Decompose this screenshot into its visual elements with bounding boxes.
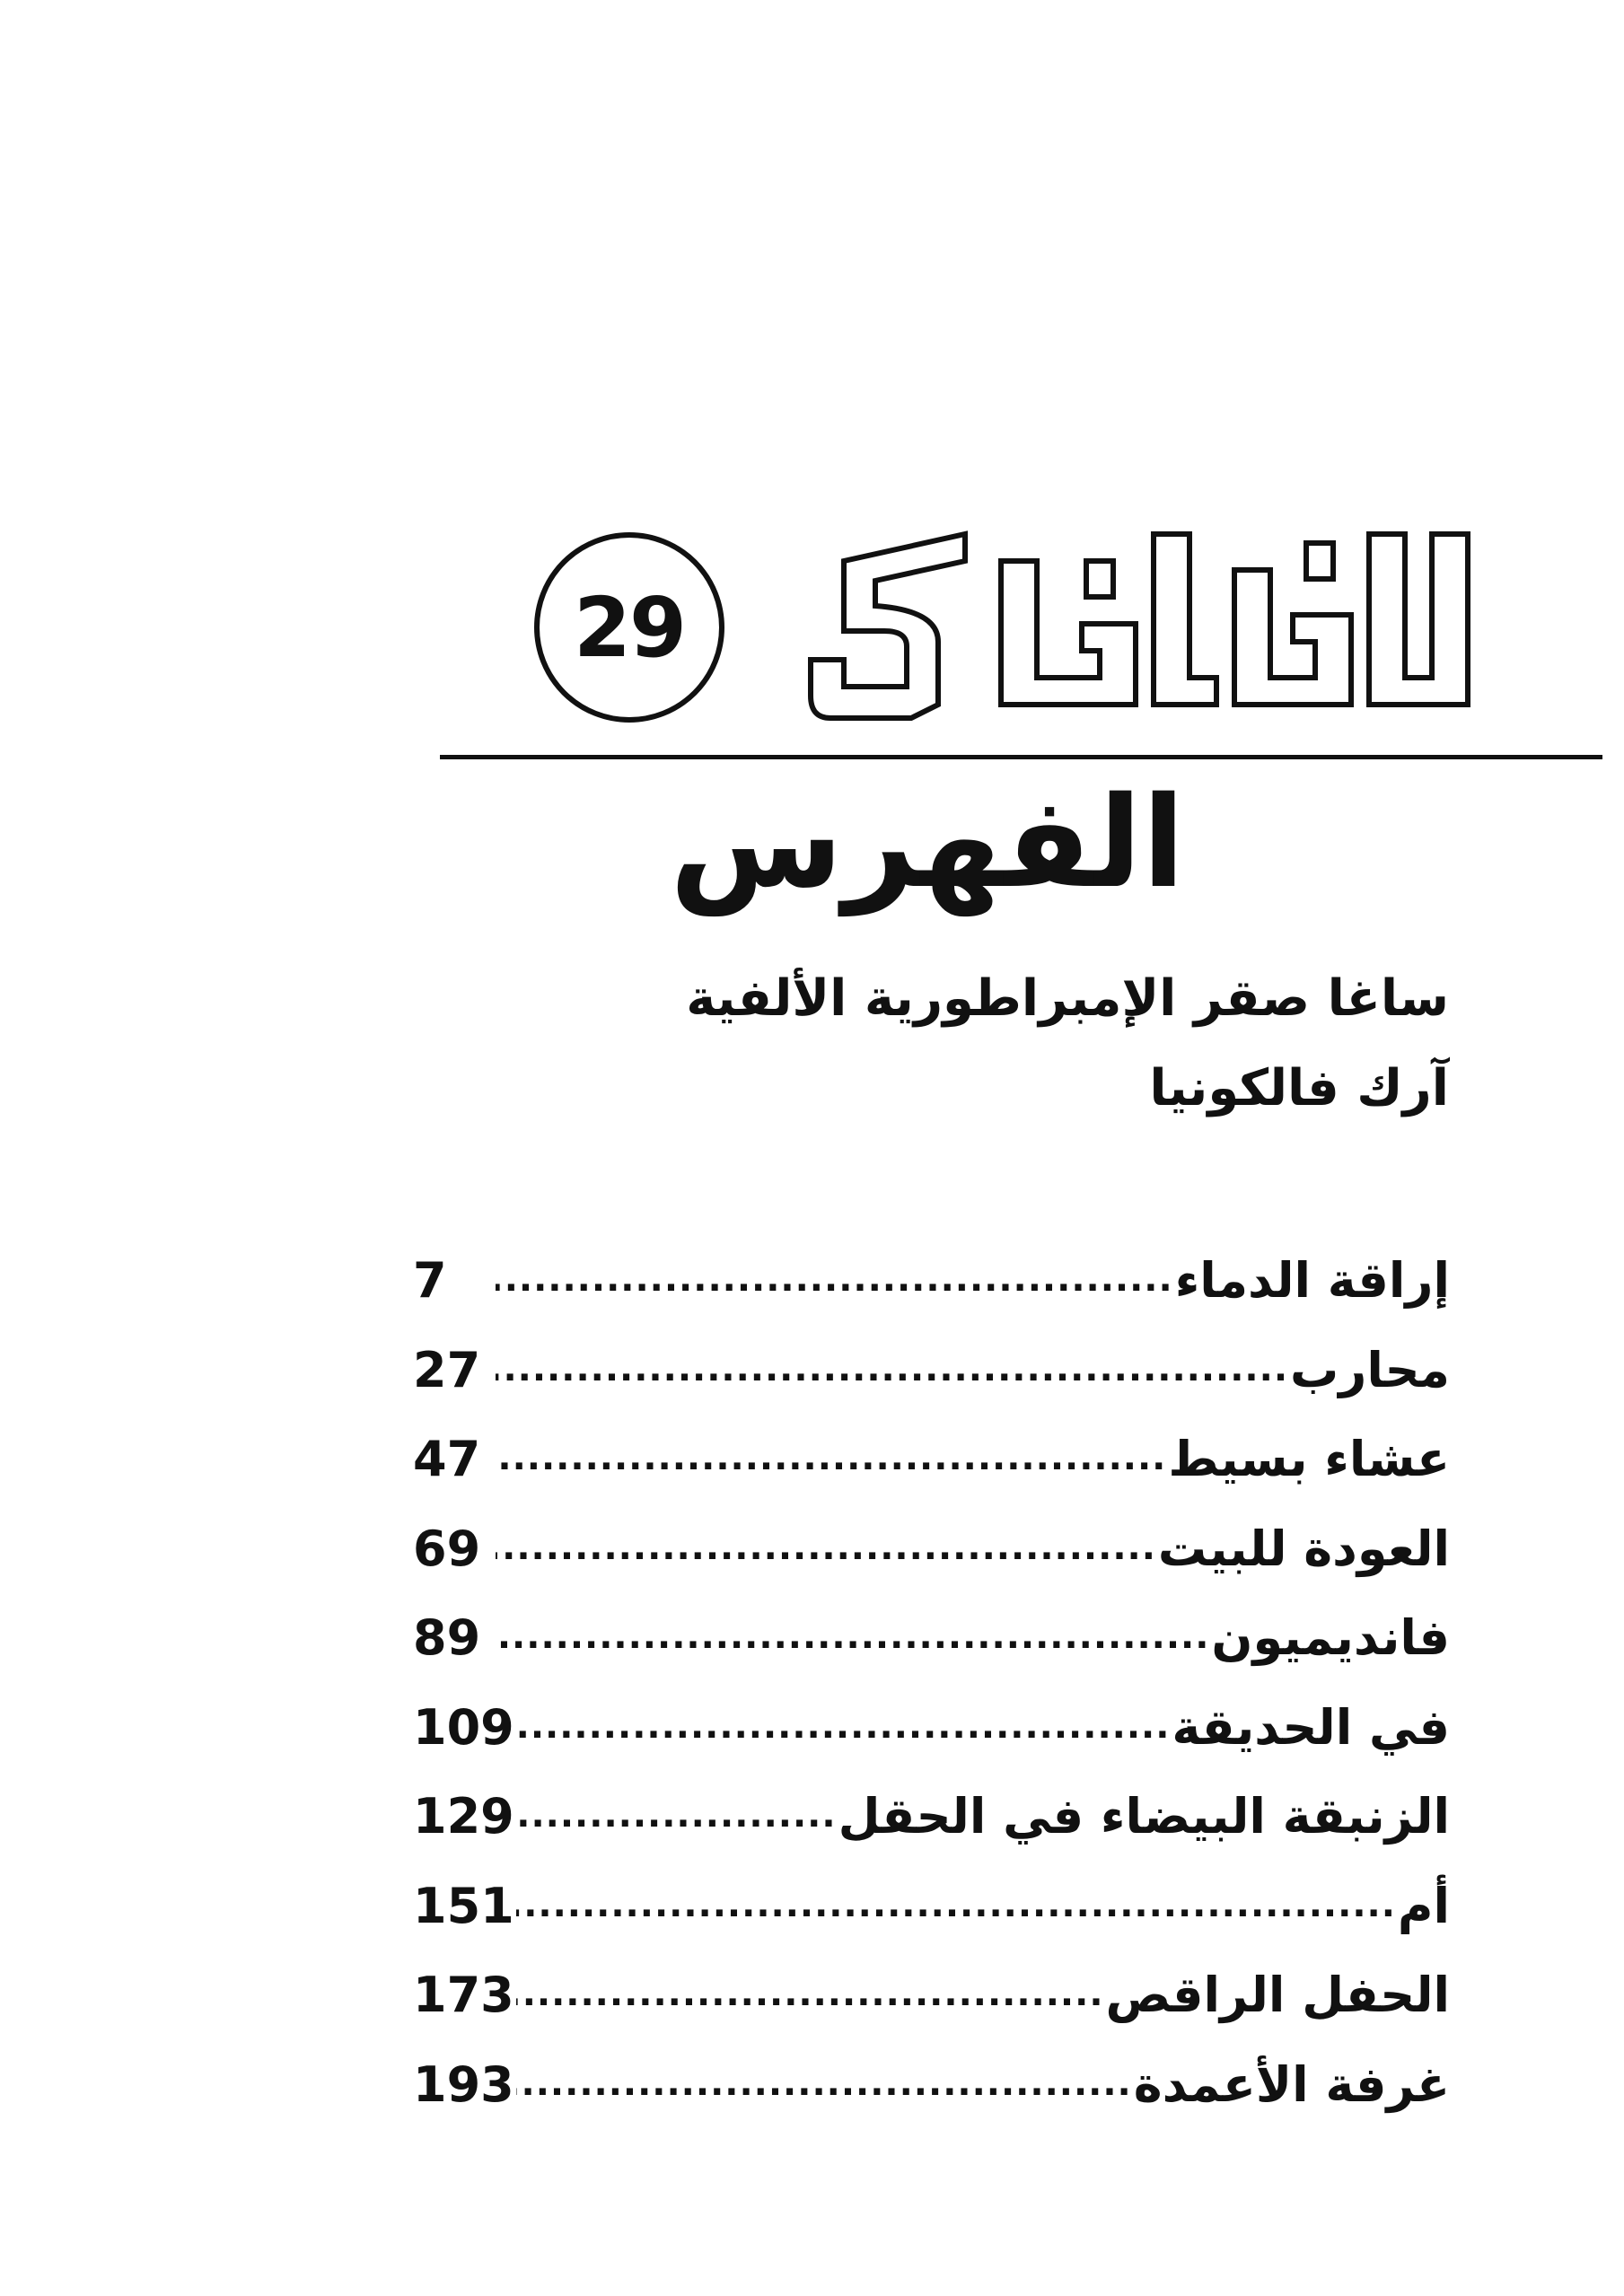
- toc-dot-leader: [516, 1851, 1396, 1923]
- toc-dot-leader: [516, 1940, 1104, 2011]
- toc-entry-title: الحفل الراقص: [1105, 1967, 1450, 2023]
- toc-entry[interactable]: [413, 1672, 1450, 1762]
- toc-entry-title: الزنبقة البيضاء في الحقل: [838, 1788, 1450, 1845]
- toc-dot-leader: [496, 1582, 1209, 1654]
- toc-entry[interactable]: [413, 1494, 1450, 1583]
- toc-entry-title: فانديميون: [1211, 1609, 1450, 1666]
- toc-entry[interactable]: [413, 1404, 1450, 1494]
- toc-entry-title: غرفة الأعمدة: [1133, 2055, 1450, 2113]
- toc-entry-page: 109: [413, 1698, 514, 1756]
- toc-entry-title: إراقة الدماء: [1174, 1252, 1450, 1309]
- toc-entry-title: عشاء بسيط: [1168, 1431, 1450, 1487]
- arc-title: آرك فالكونيا: [1149, 1059, 1449, 1117]
- toc-entry[interactable]: [413, 1940, 1450, 2029]
- magazine-logo-icon: [803, 525, 1472, 732]
- toc-entry-title: أم: [1397, 1877, 1450, 1934]
- toc-dot-leader: [496, 1494, 1156, 1565]
- toc-dot-leader: [516, 1761, 837, 1833]
- toc-entry-title: في الحديقة: [1172, 1698, 1450, 1756]
- toc-entry-title: العودة للبيت: [1157, 1520, 1450, 1577]
- table-of-contents: [413, 1225, 1450, 2118]
- toc-entry-page: 129: [413, 1788, 514, 1845]
- toc-entry[interactable]: [413, 1761, 1450, 1851]
- header-divider: [440, 755, 1602, 759]
- toc-entry-page: 89: [413, 1609, 481, 1666]
- toc-dot-leader: [496, 1404, 1166, 1476]
- saga-title: ساغا صقر الإمبراطورية الألفية: [686, 969, 1449, 1028]
- toc-dot-leader: [516, 1672, 1171, 1744]
- toc-dot-leader: [516, 2029, 1132, 2101]
- page-title: الفهرس: [669, 770, 1185, 916]
- toc-entry-page: 7: [413, 1252, 447, 1309]
- toc-entry-page: 47: [413, 1431, 481, 1487]
- toc-dot-leader: [496, 1225, 1173, 1297]
- toc-entry-page: 69: [413, 1520, 481, 1577]
- toc-entry-page: 27: [413, 1341, 481, 1398]
- toc-entry[interactable]: [413, 1582, 1450, 1672]
- toc-entry[interactable]: [413, 1315, 1450, 1405]
- toc-entry-page: 173: [413, 1967, 514, 2023]
- toc-entry[interactable]: [413, 1225, 1450, 1315]
- toc-entry-title: محارب: [1290, 1341, 1450, 1398]
- issue-number-badge: 29: [534, 532, 724, 723]
- toc-entry[interactable]: [413, 2029, 1450, 2119]
- toc-entry-page: 151: [413, 1877, 514, 1934]
- toc-entry-page: 193: [413, 2055, 514, 2113]
- toc-dot-leader: [496, 1315, 1288, 1387]
- toc-entry[interactable]: [413, 1851, 1450, 1941]
